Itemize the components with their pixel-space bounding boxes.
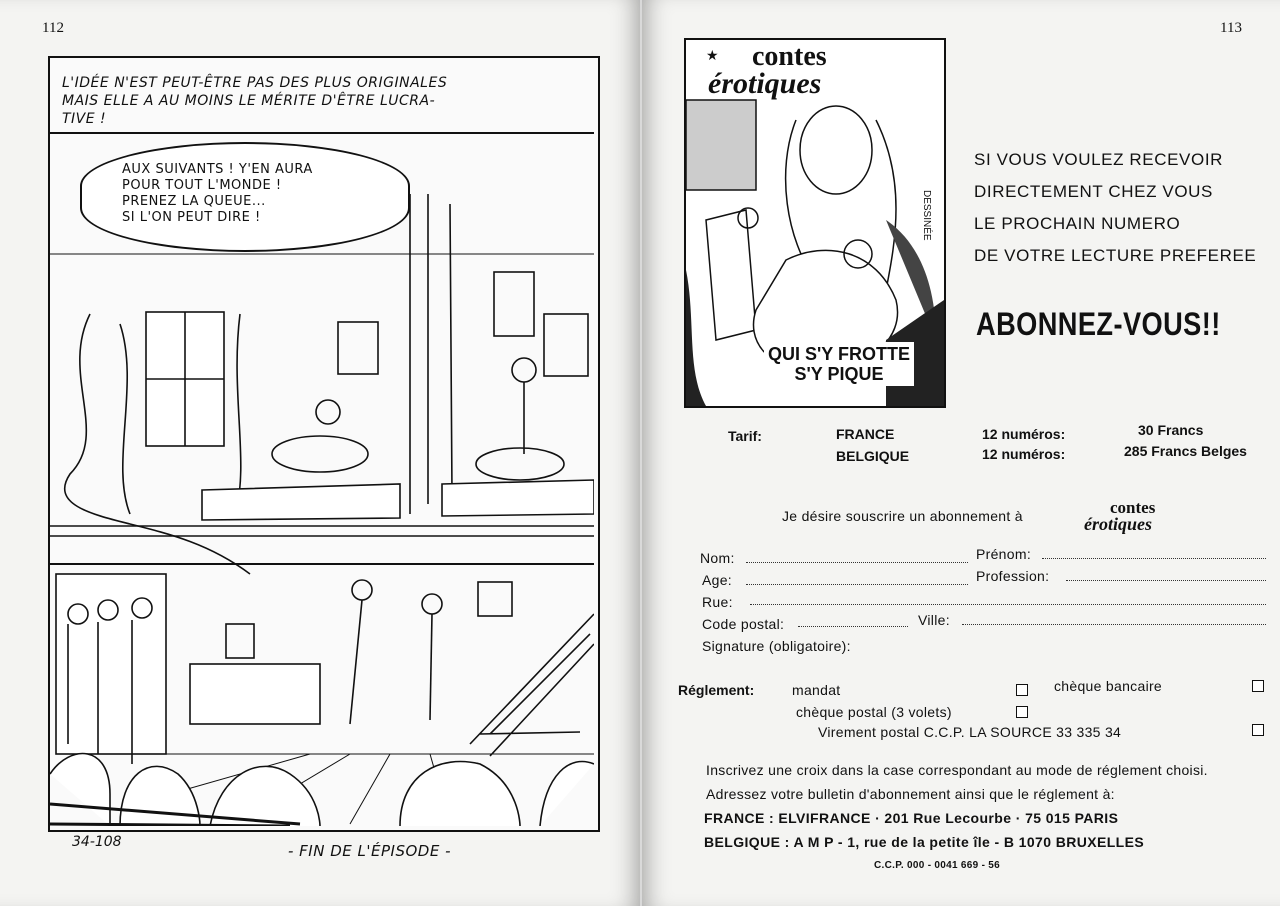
checkbox-mandat[interactable] (1016, 684, 1028, 696)
address-france: FRANCE : ELVIFRANCE · 201 Rue Lecourbe · 75 015 PARIS (704, 810, 1119, 826)
cover-tagline-line: S'Y PIQUE (794, 364, 884, 384)
cover-tagline (764, 342, 914, 386)
svg-text:★: ★ (706, 47, 719, 63)
episode-end-text: - FIN DE L'ÉPISODE - (288, 842, 451, 860)
address-belgique: BELGIQUE : A M P - 1, rue de la petite île - B 1070 BRUXELLES (704, 834, 1145, 850)
comic-panel (48, 56, 600, 832)
cover-side-text: DESSINÉE (921, 190, 932, 241)
artist-code: 34-108 (72, 834, 122, 850)
profession-field[interactable] (1066, 580, 1266, 581)
rue-label: Rue: (702, 594, 733, 610)
tarif-label: Tarif: (728, 428, 762, 444)
subscribe-headline: ABONNEZ-VOUS!! (976, 306, 1221, 342)
cover-logo-line2: érotiques (708, 67, 822, 100)
tarif-country-belgique: BELGIQUE (836, 448, 910, 464)
option-virement-postal: Virement postal C.C.P. LA SOURCE 33 335 34 (818, 724, 1122, 740)
option-cheque-postal: chèque postal (3 volets) (796, 704, 952, 720)
subscription-pitch (974, 144, 1256, 272)
tarif-qty-belgique: 12 numéros: (982, 446, 1066, 462)
pitch-line: LE PROCHAIN NUMERO (974, 214, 1181, 233)
right-page (642, 0, 1280, 906)
mini-logo-line1: contes (1110, 498, 1156, 517)
age-label: Age: (702, 572, 732, 588)
ccp-number: C.C.P. 000 - 0041 669 - 56 (874, 860, 1001, 871)
bubble-line: PRENEZ LA QUEUE... (122, 194, 266, 209)
caption-line: TIVE ! (62, 111, 107, 127)
bubble-line: SI L'ON PEUT DIRE ! (122, 210, 261, 225)
prenom-label: Prénom: (976, 546, 1032, 562)
profession-label: Profession: (976, 568, 1050, 584)
narration-caption (50, 58, 594, 134)
pitch-line: DIRECTEMENT CHEZ VOUS (974, 182, 1213, 201)
code-postal-field[interactable] (798, 626, 908, 627)
bubble-line: AUX SUIVANTS ! Y'EN AURA (122, 162, 313, 177)
instruction-line: Inscrivez une croix dans la case correspondant au mode de réglement choisi. (706, 762, 1208, 778)
reglement-label: Réglement: (678, 682, 755, 698)
tarif-price-belgique: 285 Francs Belges (1124, 443, 1247, 459)
ville-field[interactable] (962, 624, 1266, 625)
tarif-country-france: FRANCE (836, 426, 895, 442)
cover-logo-line1: contes (752, 41, 827, 72)
bubble-line: POUR TOUT L'MONDE ! (122, 178, 282, 193)
checkbox-virement-postal[interactable] (1252, 724, 1264, 736)
mini-logo (1084, 500, 1155, 532)
signature-label: Signature (obligatoire): (702, 638, 851, 654)
code-postal-label: Code postal: (702, 616, 785, 632)
page-number-left: 112 (42, 20, 64, 36)
tarif-qty-france: 12 numéros: (982, 426, 1066, 442)
rue-field[interactable] (750, 604, 1266, 605)
ville-label: Ville: (918, 612, 950, 628)
option-mandat: mandat (792, 682, 841, 698)
cover-logo (708, 41, 827, 100)
caption-line: L'IDÉE N'EST PEUT-ÊTRE PAS DES PLUS ORIGINALES (62, 75, 448, 91)
cover-tagline-line: QUI S'Y FROTTE (768, 344, 910, 364)
caption-line: MAIS ELLE A AU MOINS LE MÉRITE D'ÊTRE LUCRA- (62, 93, 436, 109)
page-number-right: 113 (1220, 20, 1242, 36)
pitch-line: SI VOUS VOULEZ RECEVOIR (974, 150, 1224, 169)
nom-field[interactable] (746, 562, 968, 563)
pitch-line: DE VOTRE LECTURE PREFEREE (974, 246, 1257, 265)
checkbox-cheque-bancaire[interactable] (1252, 680, 1264, 692)
option-cheque-bancaire: chèque bancaire (1054, 678, 1163, 694)
nom-label: Nom: (700, 550, 735, 566)
mini-logo-line2: érotiques (1084, 514, 1153, 534)
magazine-cover (684, 38, 946, 408)
instruction-line: Adressez votre bulletin d'abonnement ainsi que le réglement à: (706, 786, 1115, 802)
tarif-price-france: 30 Francs (1138, 422, 1204, 438)
subscribe-text: Je désire souscrire un abonnement à (782, 508, 1023, 524)
age-field[interactable] (746, 584, 968, 585)
prenom-field[interactable] (1042, 558, 1266, 559)
checkbox-cheque-postal[interactable] (1016, 706, 1028, 718)
speech-bubble (80, 142, 410, 252)
